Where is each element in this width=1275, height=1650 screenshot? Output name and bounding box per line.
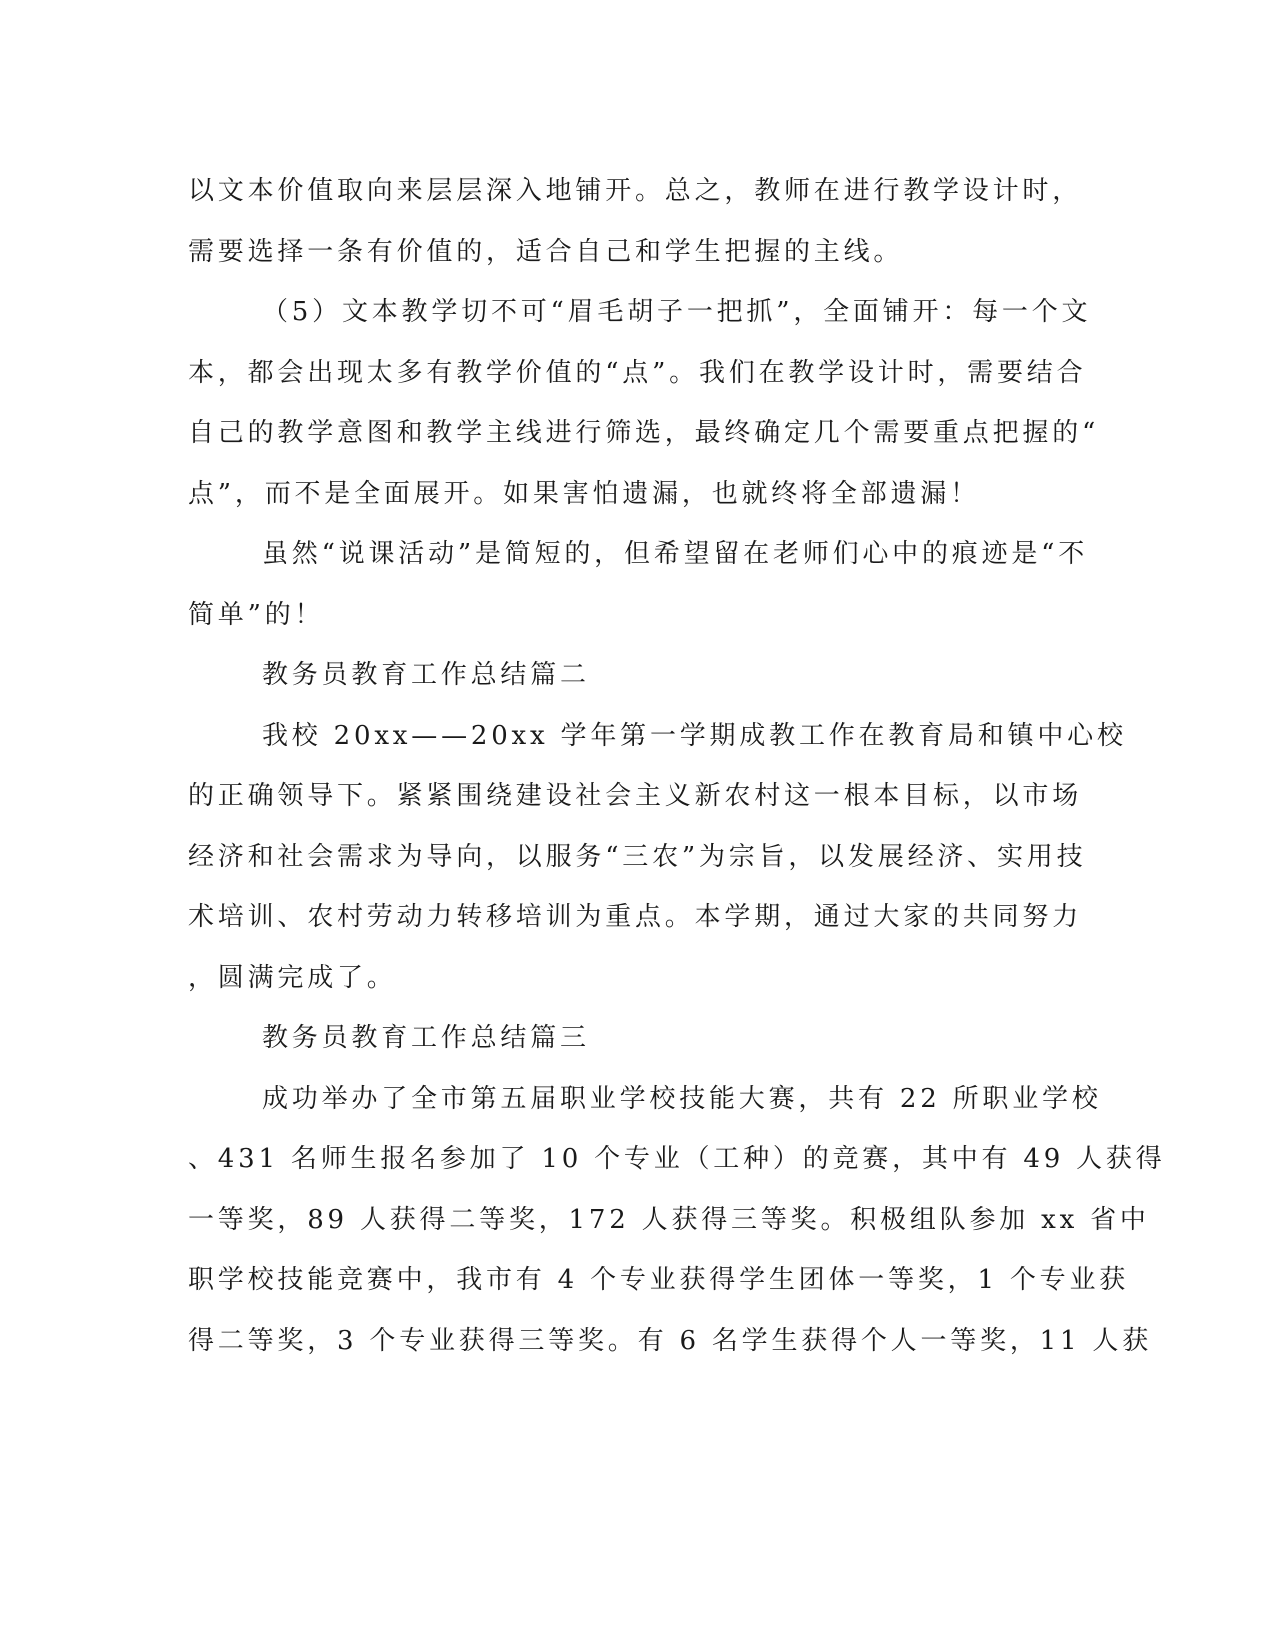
text-line: 得二等奖，3 个专业获得三等奖。有 6 名学生获得个人一等奖，11 人获 — [188, 1325, 1153, 1356]
text-line: 术培训、农村劳动力转移培训为重点。本学期，通过大家的共同努力 — [188, 902, 1083, 932]
text-line: 一等奖，89 人获得二等奖，172 人获得三等奖。积极组队参加 xx 省中 — [188, 1204, 1150, 1235]
text-line: 成功举办了全市第五届职业学校技能大赛，共有 22 所职业学校 — [262, 1083, 1102, 1114]
text-line: 职学校技能竞赛中，我市有 4 个专业获得学生团体一等奖，1 个专业获 — [188, 1265, 1130, 1295]
text-line: 本，都会出现太多有教学价值的“点”。我们在教学设计时，需要结合 — [188, 357, 1087, 388]
section-heading: 教务员教育工作总结篇二 — [262, 660, 590, 690]
section-heading: 教务员教育工作总结篇三 — [262, 1023, 590, 1053]
text-line: 自己的教学意图和教学主线进行筛选，最终确定几个需要重点把握的“ — [188, 418, 1100, 448]
document-body — [188, 161, 1166, 1371]
text-line: （5）文本教学切不可“眉毛胡子一把抓”，全面铺开：每一个文 — [262, 297, 1092, 327]
text-line: 简单”的！ — [188, 599, 325, 630]
text-line: ，圆满完成了。 — [188, 962, 397, 993]
text-line: 以文本价值取向来层层深入地铺开。总之，教师在进行教学设计时， — [188, 176, 1083, 206]
text-line: 我校 20xx——20xx 学年第一学期成教工作在教育局和镇中心校 — [262, 720, 1127, 751]
text-line: 虽然“说课活动”是简短的，但希望留在老师们心中的痕迹是“不 — [262, 539, 1089, 569]
text-line: 点”，而不是全面展开。如果害怕遗漏，也就终将全部遗漏！ — [188, 478, 980, 509]
text-line: 、431 名师生报名参加了 10 个专业（工种）的竞赛，其中有 49 人获得 — [188, 1144, 1166, 1174]
text-line: 需要选择一条有价值的，适合自己和学生把握的主线。 — [188, 236, 904, 267]
text-line: 经济和社会需求为导向，以服务“三农”为宗旨，以发展经济、实用技 — [188, 841, 1087, 872]
text-line: 的正确领导下。紧紧围绕建设社会主义新农村这一根本目标，以市场 — [188, 781, 1083, 811]
